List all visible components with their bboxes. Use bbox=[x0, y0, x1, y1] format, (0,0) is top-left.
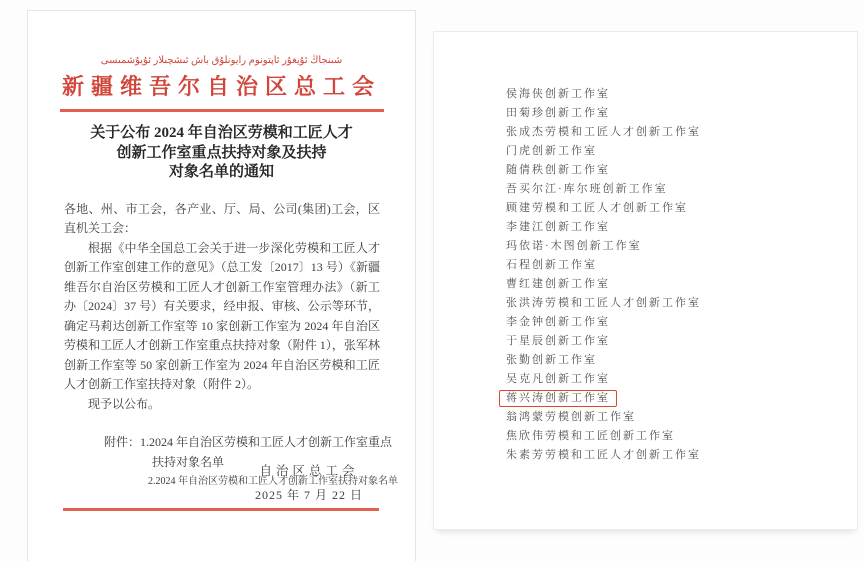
highlight-box: 蒋兴涛创新工作室 bbox=[499, 390, 617, 407]
doc-title-line-3: 对象名单的通知 bbox=[168, 164, 274, 180]
attachments-label: 附件： bbox=[104, 435, 141, 449]
salutation: 各地、州、市工会，各产业、厅、局、公司(集团)工会，区直机关工会： bbox=[64, 201, 380, 235]
list-item: 侯海侠创新工作室 bbox=[506, 88, 610, 100]
list-page bbox=[433, 31, 858, 530]
footer-double-rule bbox=[63, 508, 379, 511]
list-item: 朱素芳劳模和工匠人才创新工作室 bbox=[506, 449, 701, 461]
list-item: 石程创新工作室 bbox=[506, 259, 597, 271]
list-item: 顾建劳模和工匠人才创新工作室 bbox=[506, 202, 688, 214]
uyghur-org-title: شىنجاڭ ئۇيغۇر ئاپتونوم رايونلۇق باش ئىشچىلار ئۇيۇشمىسى bbox=[100, 55, 343, 66]
list-item: 田菊珍创新工作室 bbox=[506, 107, 610, 119]
doc-title bbox=[28, 124, 415, 183]
list-item: 于星辰创新工作室 bbox=[506, 335, 610, 347]
attachment-item-1: 1.2024 年自治区劳模和工匠人才创新工作室重点扶持对象名单 bbox=[140, 435, 393, 469]
doc-title-line-2: 创新工作室重点扶持对象及扶持 bbox=[116, 144, 327, 161]
body-paragraph: 根据《中华全国总工会关于进一步深化劳模和工匠人才创新工作室创建工作的意见》（总工发〔2017〕13 号）《新疆维吾尔自治区劳模和工匠人才创新工作室管理办法》（新工办〔2024〕37 号）有关要求，经申报、审核、公示等环节，确定马莉达创新工作室等 10 家创新工作室为 2024 年自治区劳模和工匠人才创新工作室重点扶持对象（附件 1），张军林创新工作室等 50 家创新工作室为 2024 年自治区劳模和工匠人才创新工作室扶持对象（附件 2）。 bbox=[64, 240, 380, 391]
list-item: 张勤创新工作室 bbox=[506, 354, 597, 366]
list-item: 门虎创新工作室 bbox=[506, 145, 597, 157]
list-item: 翁鸿蒙劳模创新工作室 bbox=[506, 411, 636, 423]
notice-body bbox=[64, 200, 380, 415]
attachment-item-2: 2.2024 年自治区劳模和工匠人才创新工作室扶持对象名单 bbox=[148, 476, 399, 487]
doc-title-line-1: 关于公布 2024 年自治区劳模和工匠人才 bbox=[90, 125, 353, 141]
list-item: 张洪涛劳模和工匠人才创新工作室 bbox=[506, 297, 701, 309]
signer: 自治区总工会 bbox=[259, 464, 359, 478]
list-item: 随倩秩创新工作室 bbox=[506, 164, 610, 176]
studio-list bbox=[434, 32, 857, 465]
header-double-rule bbox=[60, 109, 384, 112]
org-title: 新疆维吾尔自治区总工会 bbox=[61, 74, 381, 99]
list-item: 吾买尔江·库尔班创新工作室 bbox=[506, 183, 668, 195]
sign-date: 2025 年 7 月 22 日 bbox=[254, 488, 363, 502]
notice-page bbox=[27, 10, 416, 561]
signature-block bbox=[255, 461, 363, 503]
red-header bbox=[28, 11, 415, 112]
list-item-highlighted bbox=[506, 389, 857, 408]
publish-line: 现予以公布。 bbox=[88, 396, 161, 411]
list-item: 玛依诺·木图创新工作室 bbox=[506, 240, 642, 252]
list-item: 李建江创新工作室 bbox=[506, 221, 610, 233]
list-item: 焦欣伟劳模和工匠创新工作室 bbox=[506, 430, 675, 442]
list-item: 曹红建创新工作室 bbox=[506, 278, 610, 290]
list-item: 吴克凡创新工作室 bbox=[506, 373, 610, 385]
list-item: 张成杰劳模和工匠人才创新工作室 bbox=[506, 126, 701, 138]
list-item: 李金钟创新工作室 bbox=[506, 316, 610, 328]
